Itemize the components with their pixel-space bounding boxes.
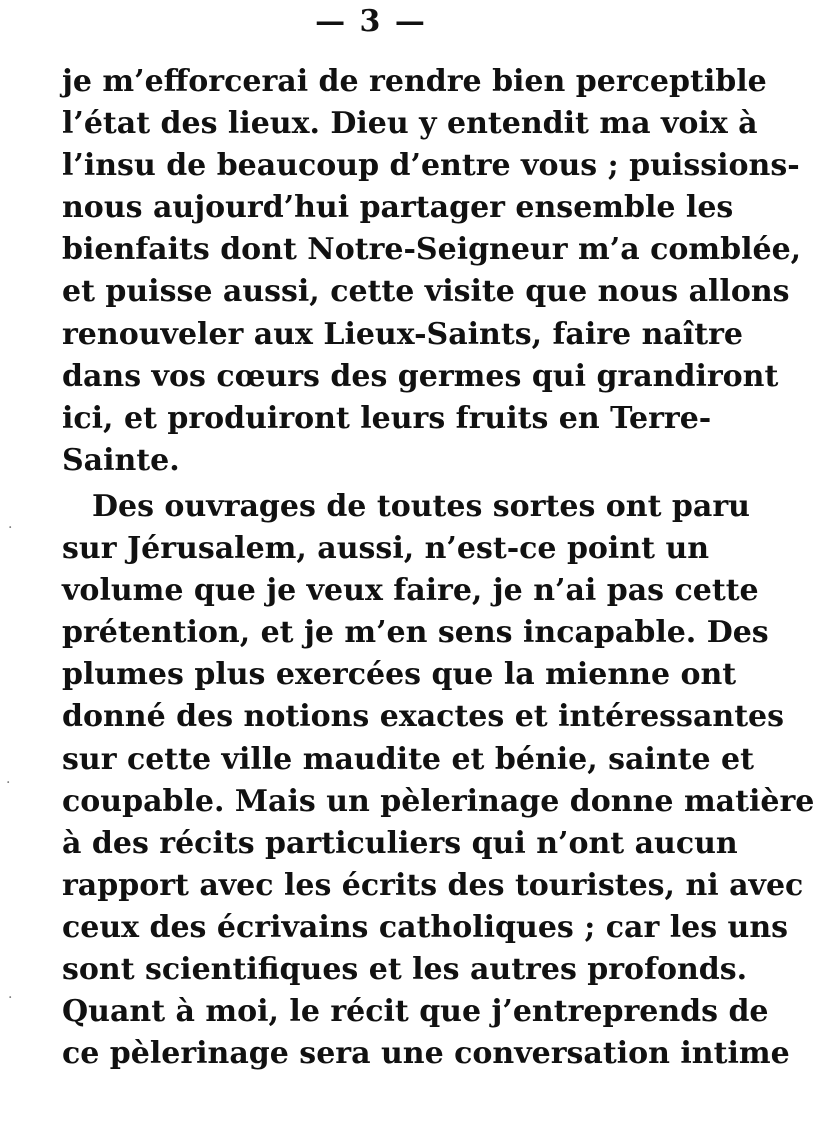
paragraph-2 — [62, 486, 814, 1075]
text-line: coupable. Mais un pèlerinage donne matière — [62, 783, 814, 819]
text-line: je m’efforcerai de rendre bien perceptible — [62, 64, 767, 99]
body-text — [62, 61, 814, 1075]
text-line: Des ouvrages de toutes sortes ont paru — [92, 488, 750, 524]
text-line: Quant à moi, le récit que j’entreprends de — [62, 994, 769, 1030]
text-line: à des récits particuliers qui n’ont aucun — [62, 825, 738, 861]
text-line: donné des notions exactes et intéressantes — [62, 699, 785, 735]
text-line: ce pèlerinage sera une conversation intime — [62, 1036, 790, 1072]
text-line: sur Jérusalem, aussi, n’est-ce point un — [62, 531, 710, 567]
text-line: Sainte. — [62, 442, 180, 478]
text-line: plumes plus exercées que la mienne ont — [62, 657, 737, 693]
margin-dot: · — [6, 775, 11, 791]
text-line: et puisse aussi, cette visite que nous allons — [62, 274, 790, 310]
text-line: nous aujourd’hui partager ensemble les — [62, 190, 734, 226]
text-line: renouveler aux Lieux-Saints, faire naître — [62, 316, 743, 352]
text-line: ici, et produiront leurs fruits en Terre- — [62, 400, 712, 436]
text-line: rapport avec les écrits des touristes, ni avec — [62, 867, 804, 903]
text-line: sont scientifiques et les autres profonds. — [62, 951, 748, 987]
text-line: dans vos cœurs des germes qui grandiront — [62, 358, 779, 394]
text-line: l’état des lieux. Dieu y entendit ma voix à — [62, 106, 758, 142]
page-number: — 3 — — [315, 4, 427, 39]
margin-dot: · — [8, 990, 13, 1006]
paragraph-1 — [62, 61, 802, 482]
margin-dot: · — [8, 520, 13, 536]
text-line: volume que je veux faire, je n’ai pas cette — [62, 573, 759, 609]
text-line: sur cette ville maudite et bénie, sainte et — [62, 741, 754, 777]
text-line: prétention, et je m’en sens incapable. Des — [62, 615, 769, 651]
text-line: ceux des écrivains catholiques ; car les uns — [62, 909, 789, 945]
text-line: bienfaits dont Notre-Seigneur m’a comblée, — [62, 232, 802, 268]
text-line: l’insu de beaucoup d’entre vous ; puissions- — [62, 148, 800, 184]
